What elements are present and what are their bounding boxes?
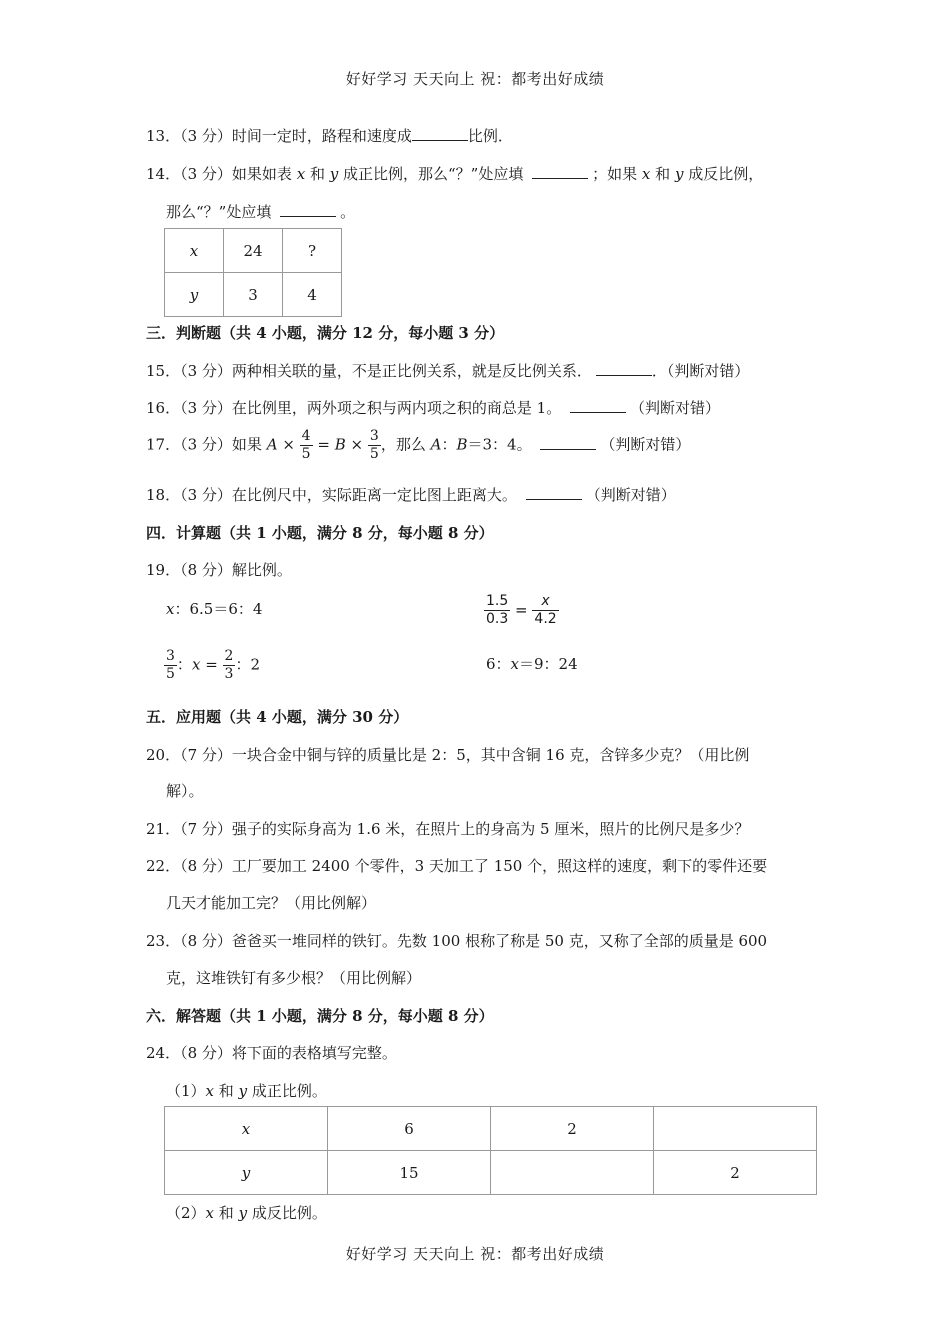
question-21: 21．（7 分）强子的实际身高为 1.6 米，在照片上的身高为 5 厘米，照片的比例尺是多少？ (146, 820, 750, 838)
fill-cell[interactable] (491, 1151, 654, 1195)
section-3-heading: 三．判断题（共 4 小题，满分 12 分，每小题 3 分） (146, 324, 505, 342)
fraction: $\frac{2}{3}$ (224, 648, 234, 682)
question-19: 19．（8 分）解比例。 (146, 561, 292, 579)
answer-blank[interactable] (532, 164, 588, 179)
question-14-line2: 那么“？”处应填 。 (166, 203, 356, 221)
answer-blank[interactable] (280, 202, 336, 217)
q19-equation-1: x：6.5＝6：4 (166, 600, 263, 618)
question-15: 15．（3 分）两种相关联的量，不是正比例关系，就是反比例关系． ．（判断对错） (146, 362, 750, 380)
answer-blank[interactable] (570, 398, 626, 413)
q14-table: x 24 ? y 3 4 (164, 228, 342, 317)
answer-blank[interactable] (526, 485, 582, 500)
question-16: 16．（3 分）在比例里，两外项之积与两内项之积的商总是 1。 （判断对错） (146, 399, 721, 417)
section-5-heading: 五．应用题（共 4 小题，满分 30 分） (146, 708, 409, 726)
question-22-line2: 几天才能加工完？（用比例解） (166, 894, 377, 912)
fraction: $\frac{x}{4.2}$ (534, 593, 557, 627)
question-13: 13．（3 分）时间一定时，路程和速度成 比例． (146, 127, 513, 145)
answer-blank[interactable] (596, 361, 652, 376)
page-footer: 好好学习 天天向上 祝：都考出好成绩 (345, 1245, 605, 1263)
question-24: 24．（8 分）将下面的表格填写完整。 (146, 1044, 397, 1062)
q19-equation-2: $\frac{1.5}{0.3}$ = $\frac{x}{4.2}$ (486, 593, 557, 627)
answer-blank[interactable] (540, 435, 596, 450)
fraction: $\frac{3}{5}$ (369, 428, 379, 462)
q24-table: x 6 2 y 15 2 (164, 1106, 817, 1195)
q24-part-1: （1）x 和 y 成正比例。 (166, 1082, 327, 1100)
question-23: 23．（8 分）爸爸买一堆同样的铁钉。先数 100 根称了称是 50 克，又称了全部的质量是 600 (146, 932, 768, 950)
question-22: 22．（8 分）工厂要加工 2400 个零件，3 天加工了 150 个，照这样的速度，剩下的零件还要 (146, 857, 768, 875)
fill-cell[interactable] (654, 1107, 817, 1151)
answer-blank[interactable] (412, 126, 468, 141)
fraction: $\frac{4}{5}$ (301, 428, 311, 462)
question-17: 17．（3 分）如果 A × $\frac{4}{5}$ = B × $\frac{3}{5}$ ，那么 A：B＝3：4。 （判断对错） (146, 428, 691, 462)
question-18: 18．（3 分）在比例尺中，实际距离一定比图上距离大。 （判断对错） (146, 486, 676, 504)
q19-equation-3: $\frac{3}{5}$ ：x = $\frac{2}{3}$ ：2 (166, 648, 261, 682)
q24-part-2: （2）x 和 y 成反比例。 (166, 1204, 327, 1222)
question-14: 14．（3 分）如果如表 x 和 y 成正比例，那么“？”处应填 ；如果 x 和 y 成反比例， (146, 165, 764, 183)
fraction: $\frac{1.5}{0.3}$ (486, 593, 509, 627)
question-20: 20．（7 分）一块合金中铜与锌的质量比是 2：5，其中含铜 16 克，含锌多少克？（用比例 (146, 746, 750, 764)
fraction: $\frac{3}{5}$ (166, 648, 175, 682)
section-4-heading: 四．计算题（共 1 小题，满分 8 分，每小题 8 分） (146, 524, 494, 542)
section-6-heading: 六．解答题（共 1 小题，满分 8 分，每小题 8 分） (146, 1007, 494, 1025)
q19-equation-4: 6：x＝9：24 (486, 655, 578, 673)
question-20-line2: 解）。 (166, 782, 204, 800)
page-header: 好好学习 天天向上 祝：都考出好成绩 (345, 70, 605, 88)
question-23-line2: 克，这堆铁钉有多少根？（用比例解） (166, 969, 422, 987)
